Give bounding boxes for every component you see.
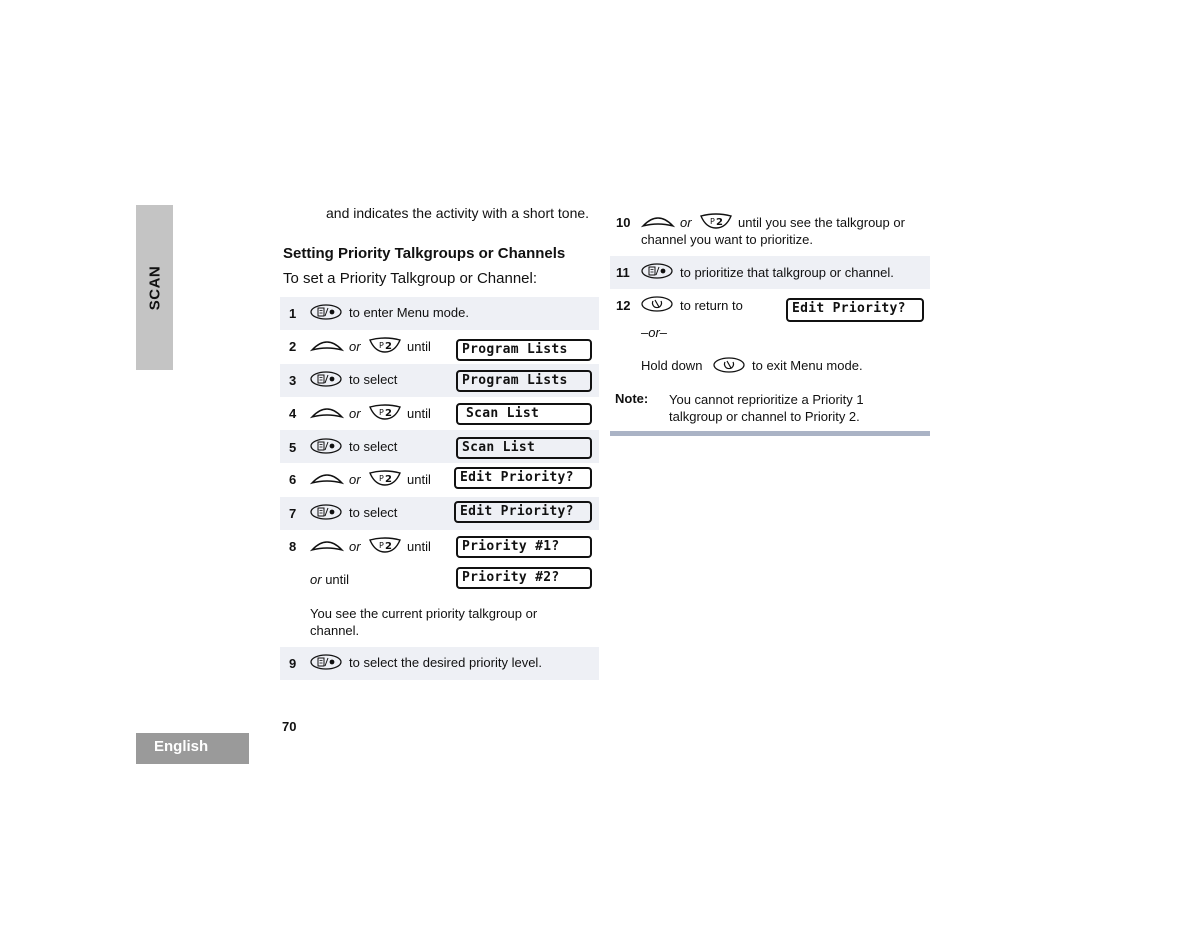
or-separator: –or– bbox=[641, 325, 668, 340]
or-text: or bbox=[349, 472, 361, 487]
menu-button-icon bbox=[310, 654, 342, 670]
page-number: 70 bbox=[282, 719, 297, 734]
up-arrow-button-icon bbox=[641, 213, 675, 229]
lcd-display: Scan List bbox=[456, 437, 592, 459]
step-text: to select bbox=[349, 505, 398, 520]
or-until-text bbox=[310, 572, 349, 587]
p2-button-icon bbox=[368, 337, 402, 353]
step-number: 12 bbox=[616, 298, 631, 313]
menu-button-icon bbox=[310, 438, 342, 454]
or-text: or bbox=[349, 339, 361, 354]
step-number: 7 bbox=[289, 506, 297, 521]
step-number: 2 bbox=[289, 339, 297, 354]
lcd-display: Edit Priority? bbox=[454, 467, 592, 489]
up-arrow-button-icon bbox=[310, 404, 344, 420]
up-arrow-button-icon bbox=[310, 470, 344, 486]
step-number: 1 bbox=[289, 306, 297, 321]
p2-button-icon bbox=[368, 404, 402, 420]
language-tab: English bbox=[136, 733, 249, 764]
step-text: until you see the talkgroup or bbox=[738, 215, 905, 230]
section-subtitle: To set a Priority Talkgroup or Channel: bbox=[283, 270, 538, 287]
menu-button-icon bbox=[641, 263, 673, 279]
lcd-display: Priority #2? bbox=[456, 567, 592, 589]
until-text: until bbox=[407, 406, 431, 421]
step-number: 4 bbox=[289, 406, 297, 421]
step-text: to select bbox=[349, 372, 398, 387]
step-text: to exit Menu mode. bbox=[752, 358, 863, 373]
or-text: or bbox=[680, 215, 692, 230]
step-number: 10 bbox=[616, 215, 631, 230]
scan-side-tab bbox=[136, 205, 173, 370]
lcd-display: Program Lists bbox=[456, 339, 592, 361]
menu-button-icon bbox=[310, 304, 342, 320]
step-text: to select bbox=[349, 439, 398, 454]
step-text: channel you want to prioritize. bbox=[641, 232, 813, 247]
section-title: Setting Priority Talkgroups or Channels bbox=[283, 245, 566, 262]
home-button-icon bbox=[713, 357, 745, 373]
step-number: 3 bbox=[289, 373, 297, 388]
lcd-display: Program Lists bbox=[456, 370, 592, 392]
up-arrow-button-icon bbox=[310, 337, 344, 353]
up-arrow-button-icon bbox=[310, 537, 344, 553]
scan-tab-label: SCAN bbox=[146, 265, 163, 310]
step-number: 8 bbox=[289, 539, 297, 554]
step-number: 6 bbox=[289, 472, 297, 487]
step-text: to prioritize that talkgroup or channel. bbox=[680, 265, 894, 280]
note-label: Note: bbox=[615, 391, 649, 406]
until-text: until bbox=[407, 539, 431, 554]
p2-button-icon bbox=[699, 213, 733, 229]
lcd-display: Scan List bbox=[456, 403, 592, 425]
home-button-icon bbox=[641, 296, 673, 312]
step-text: Hold down bbox=[641, 358, 703, 373]
note-text: You cannot reprioritize a Priority 1 talkgroup or channel to Priority 2. bbox=[669, 392, 864, 424]
menu-button-icon bbox=[310, 371, 342, 387]
lcd-display: Edit Priority? bbox=[454, 501, 592, 523]
step-number: 9 bbox=[289, 656, 297, 671]
section-divider bbox=[610, 431, 930, 436]
step-number: 11 bbox=[616, 265, 630, 280]
p2-button-icon bbox=[368, 470, 402, 486]
intro-text: and indicates the activity with a short tone. bbox=[326, 205, 590, 221]
or-text: or bbox=[349, 406, 361, 421]
step-text: to select the desired priority level. bbox=[349, 655, 542, 670]
step-text: to return to bbox=[680, 298, 743, 313]
or-text: or bbox=[310, 572, 322, 587]
step-number: 5 bbox=[289, 440, 297, 455]
until-text: until bbox=[407, 472, 431, 487]
menu-button-icon bbox=[310, 504, 342, 520]
step-note: You see the current priority talkgroup or channel. bbox=[310, 606, 538, 638]
lcd-display: Priority #1? bbox=[456, 536, 592, 558]
lcd-display: Edit Priority? bbox=[786, 298, 924, 322]
p2-button-icon bbox=[368, 537, 402, 553]
or-text: or bbox=[349, 539, 361, 554]
step-text: to enter Menu mode. bbox=[349, 305, 469, 320]
until-text: until bbox=[325, 572, 350, 587]
until-text: until bbox=[407, 339, 431, 354]
